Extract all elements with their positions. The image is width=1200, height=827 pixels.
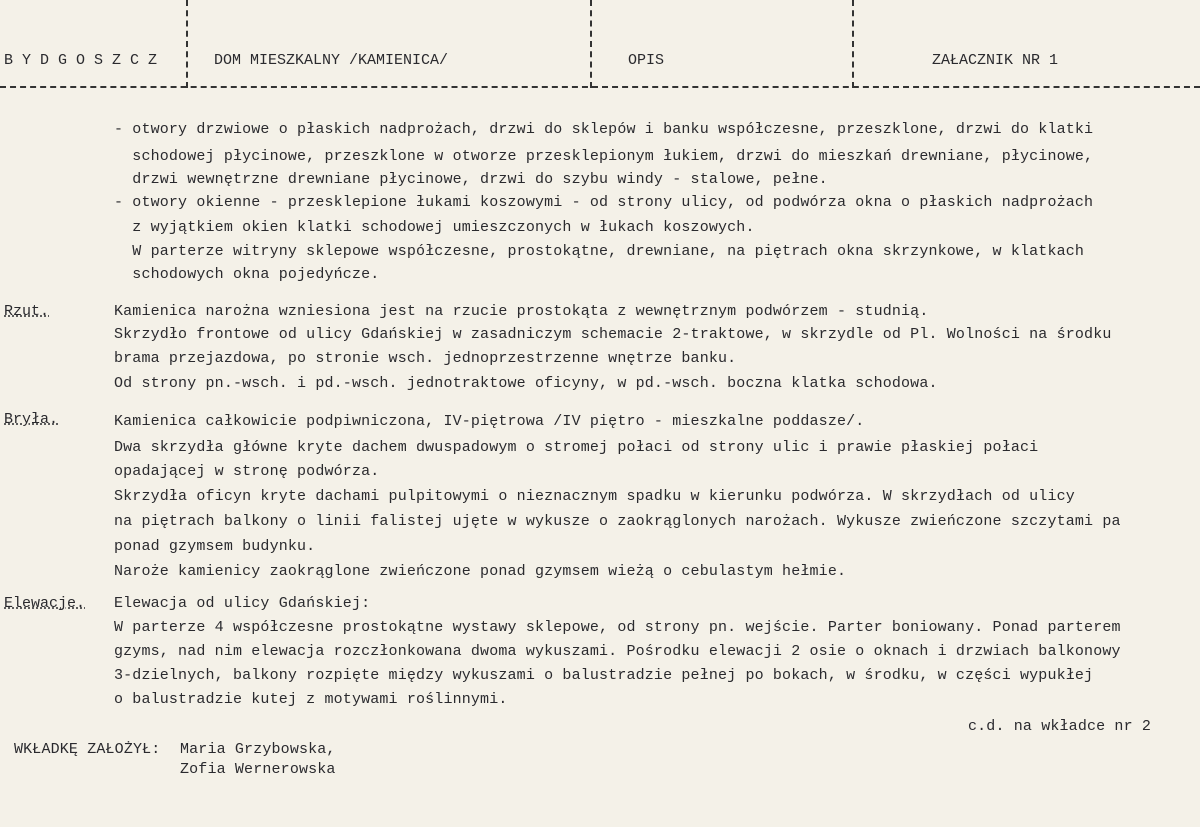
header-city: B Y D G O S Z C Z (4, 52, 158, 69)
rzut-line: Kamienica narożna wzniesiona jest na rzucie prostokąta z wewnętrznym podwórzem - studnią. (114, 303, 929, 320)
bryla-line: Skrzydła oficyn kryte dachami pulpitowymi o nieznacznym spadku w kierunku podwórza. W skrzydłach od ulicy (114, 488, 1075, 505)
header-separator (0, 86, 1200, 88)
rzut-line: Skrzydło frontowe od ulicy Gdańskiej w zasadniczym schemacie 2-traktowe, w skrzydle od Pl. Wolności na środku (114, 326, 1112, 343)
bryla-line: na piętrach balkony o linii falistej ujęte w wykusze o zaokrąglonych narożach. Wykusze zwieńczone szczytami pa (114, 513, 1121, 530)
bryla-line: ponad gzymsem budynku. (114, 538, 316, 555)
header-type: OPIS (628, 52, 665, 69)
elewacje-line: Elewacja od ulicy Gdańskiej: (114, 595, 371, 612)
elewacje-line: W parterze 4 współczesne prostokątne wystawy sklepowe, od strony pn. wejście. Parter boniowany. Ponad parterem (114, 619, 1121, 636)
section-label-bryla: Bryła. (4, 411, 59, 428)
bryla-line: Naroże kamienicy zaokrąglone zwieńczone ponad gzymsem wieżą o cebulastym hełmie. (114, 563, 847, 580)
header-attachment: ZAŁACZNIK NR 1 (932, 52, 1059, 69)
footer-author: Maria Grzybowska, (180, 741, 336, 758)
intro-line: W parterze witryny sklepowe współczesne, prostokątne, drewniane, na piętrach okna skrzynkowe, w klatkach (114, 243, 1085, 260)
elewacje-line: 3-dzielnych, balkony rozpięte między wykuszami o balustradzie pełnej po bokach, w środku, w części wypukłej (114, 667, 1094, 684)
bryla-line: Dwa skrzydła główne kryte dachem dwuspadowym o stromej połaci od strony ulic i prawie płaskiej połaci (114, 439, 1039, 456)
bryla-line: Kamienica całkowicie podpiwniczona, IV-piętrowa /IV piętro - mieszkalne poddasze/. (114, 413, 865, 430)
footer-author: Zofia Wernerowska (180, 761, 336, 778)
continuation-note: c.d. na wkładce nr 2 (968, 718, 1152, 735)
section-label-rzut: Rzut. (4, 303, 50, 320)
elewacje-line: gzyms, nad nim elewacja rozczłonkowana dwoma wykuszami. Pośrodku elewacji 2 osie o oknach i drzwiach balkonowy (114, 643, 1121, 660)
intro-line: schodowych okna pojedyńcze. (114, 266, 380, 283)
header-divider (590, 0, 592, 88)
intro-line: - otwory drzwiowe o płaskich nadprożach, drzwi do sklepów i banku współczesne, przeszklone, drzwi do klatki (114, 121, 1094, 138)
elewacje-line: o balustradzie kutej z motywami roślinnymi. (114, 691, 508, 708)
header-object: DOM MIESZKALNY /KAMIENICA/ (214, 52, 449, 69)
intro-line: - otwory okienne - przesklepione łukami koszowymi - od strony ulicy, od podwórza okna o płaskich nadprożach (114, 194, 1094, 211)
rzut-line: brama przejazdowa, po stronie wsch. jednoprzestrzenne wnętrze banku. (114, 350, 737, 367)
header-divider (852, 0, 854, 88)
header-divider (186, 0, 188, 88)
bryla-line: opadającej w stronę podwórza. (114, 463, 380, 480)
footer-label: WKŁADKĘ ZAŁOŻYŁ: (14, 741, 161, 758)
intro-line: drzwi wewnętrzne drewniane płycinowe, drzwi do szybu windy - stalowe, pełne. (114, 171, 828, 188)
intro-line: schodowej płycinowe, przeszklone w otworze przesklepionym łukiem, drzwi do mieszkań drewniane, płycinowe, (114, 148, 1094, 165)
section-label-elewacje: Elewacje. (4, 595, 86, 612)
rzut-line: Od strony pn.-wsch. i pd.-wsch. jednotraktowe oficyny, w pd.-wsch. boczna klatka schodowa. (114, 375, 938, 392)
intro-line: z wyjątkiem okien klatki schodowej umieszczonych w łukach koszowych. (114, 219, 755, 236)
